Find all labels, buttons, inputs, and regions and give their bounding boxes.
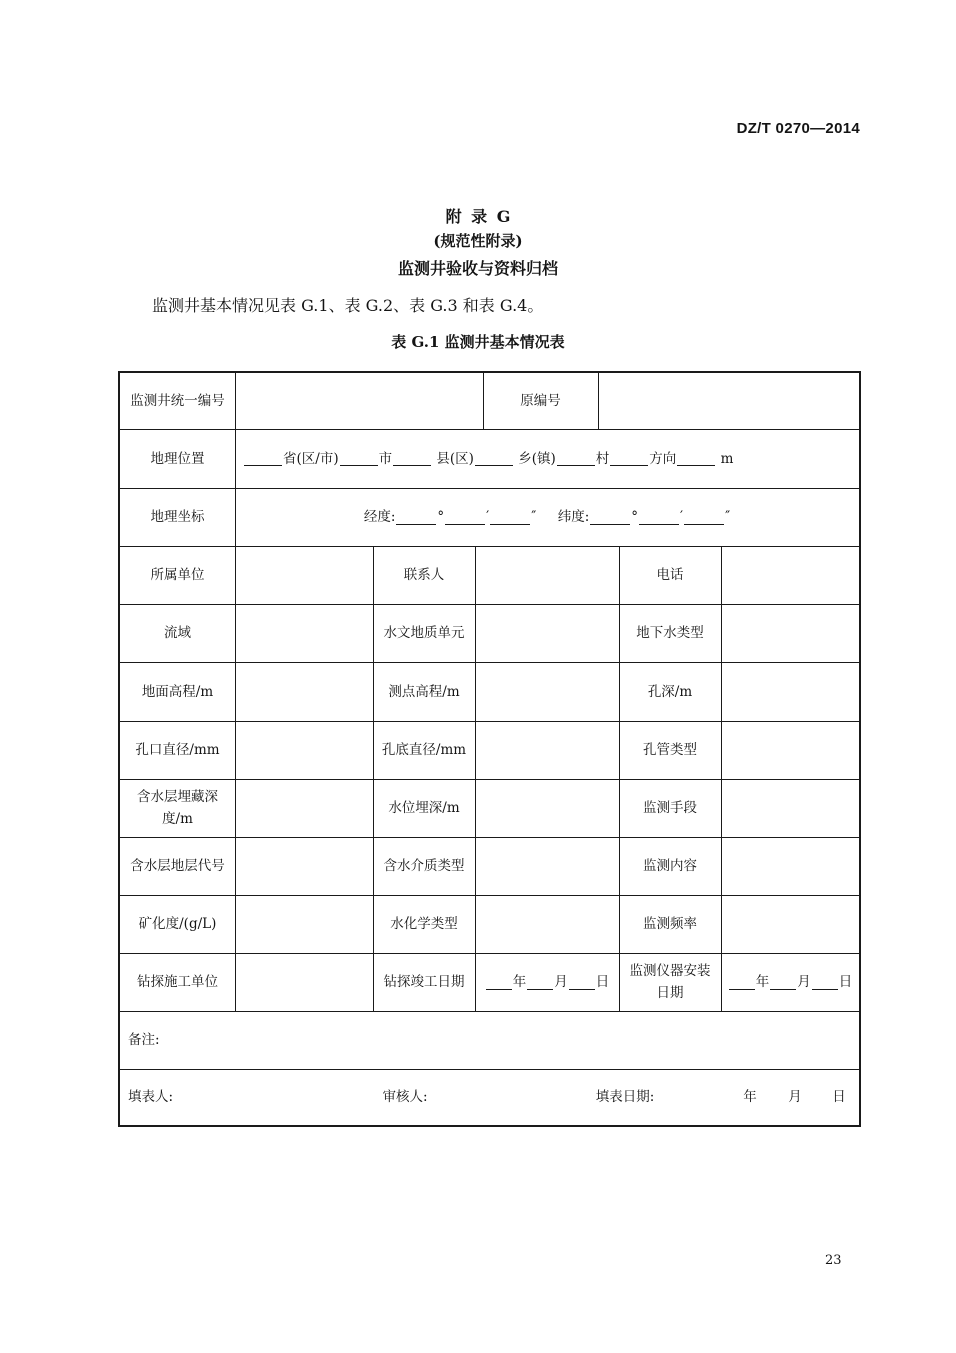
- label-hole-bottom-dia: 孔底直径/mm: [381, 742, 467, 758]
- intro-text: 监测井基本情况见表 G.1、表 G.2、表 G.3 和表 G.4。: [152, 296, 544, 315]
- label-point-elev: 测点高程/m: [388, 683, 460, 700]
- label-coordinates: 地理坐标: [150, 509, 205, 525]
- value-location[interactable]: [235, 429, 859, 488]
- label-hydrochem-type: 水化学类型: [390, 916, 458, 932]
- unit-province: 省(区/市): [283, 450, 339, 467]
- label-aquifer-code: 含水层地层代号: [130, 858, 225, 874]
- label-basin: 流域: [164, 625, 191, 641]
- fill-year-label: 年: [743, 1089, 757, 1105]
- coord-lon-label: 经度:: [363, 509, 396, 525]
- table-title: 表 G.1 监测井基本情况表: [391, 333, 565, 351]
- drill-year-label: 年: [512, 974, 527, 990]
- lon-second-mark: ″: [531, 509, 537, 525]
- label-fill-date: 填表日期:: [595, 1089, 655, 1105]
- value-drill-date[interactable]: [475, 953, 619, 1011]
- fill-day-label: 日: [832, 1089, 846, 1105]
- appendix-main-title: 监测井验收与资料归档: [397, 259, 558, 278]
- unit-meter: m: [720, 450, 734, 467]
- label-hole-top-dia: 孔口直径/mm: [135, 742, 220, 758]
- label-hole-depth: 孔深/m: [647, 683, 693, 700]
- label-monitor-freq: 监测频率: [643, 916, 697, 932]
- appendix-title: 附 录 G: [445, 207, 511, 226]
- value-original-id[interactable]: [598, 373, 859, 429]
- label-ground-elev: 地面高程/m: [141, 683, 214, 700]
- label-contact: 联系人: [403, 567, 445, 583]
- standard-number: DZ/T 0270—2014: [736, 120, 860, 137]
- drill-day-label: 日: [595, 974, 610, 990]
- lon-minute-mark: ′: [486, 509, 490, 525]
- label-install-date: 监测仪器安装日期: [629, 963, 711, 1001]
- coord-lat-label: 纬度:: [557, 509, 590, 525]
- unit-direction: 方向: [649, 450, 677, 467]
- well-info-table: [118, 371, 861, 1127]
- label-filler: 填表人:: [128, 1089, 174, 1105]
- install-day-label: 日: [838, 974, 853, 990]
- label-monitor-method: 监测手段: [643, 800, 697, 816]
- label-reviewer: 审核人:: [382, 1089, 428, 1105]
- page-number: 23: [825, 1253, 842, 1268]
- label-drill-unit: 钻探施工单位: [137, 974, 218, 990]
- label-water-level: 水位埋深/m: [388, 800, 460, 816]
- unit-county: 县(区): [436, 450, 474, 467]
- label-drill-date: 钻探竣工日期: [383, 974, 465, 990]
- label-phone: 电话: [656, 567, 684, 583]
- label-mineralization: 矿化度/(g/L): [138, 916, 217, 932]
- unit-town: 乡(镇): [518, 450, 556, 467]
- lat-degree-mark: °: [631, 509, 639, 525]
- label-unit: 所属单位: [150, 567, 205, 583]
- label-gw-type: 地下水类型: [636, 625, 704, 641]
- value-install-date[interactable]: [721, 953, 859, 1011]
- remarks-field[interactable]: [120, 1011, 859, 1069]
- fill-month-label: 月: [788, 1089, 802, 1105]
- lat-minute-mark: ′: [680, 509, 684, 525]
- value-unified-id[interactable]: [235, 373, 483, 429]
- label-original-id: 原编号: [520, 393, 561, 409]
- label-aquifer-depth: 含水层埋藏深度/m: [137, 789, 218, 827]
- label-pipe-type: 孔管类型: [643, 742, 697, 758]
- label-monitor-content: 监测内容: [643, 858, 697, 874]
- install-year-label: 年: [755, 974, 770, 990]
- unit-city: 市: [378, 450, 393, 467]
- label-hydro-unit: 水文地质单元: [383, 625, 465, 641]
- label-medium-type: 含水介质类型: [383, 858, 465, 874]
- label-unified-id: 监测井统一编号: [130, 393, 225, 409]
- lon-degree-mark: °: [437, 509, 445, 525]
- unit-village: 村: [595, 450, 610, 467]
- lat-second-mark: ″: [725, 509, 731, 525]
- drill-month-label: 月: [554, 974, 568, 990]
- label-remarks: 备注:: [128, 1032, 160, 1048]
- label-location: 地理位置: [150, 450, 205, 467]
- value-coordinates[interactable]: [235, 488, 859, 546]
- appendix-normative: (规范性附录): [433, 232, 523, 250]
- install-month-label: 月: [797, 974, 811, 990]
